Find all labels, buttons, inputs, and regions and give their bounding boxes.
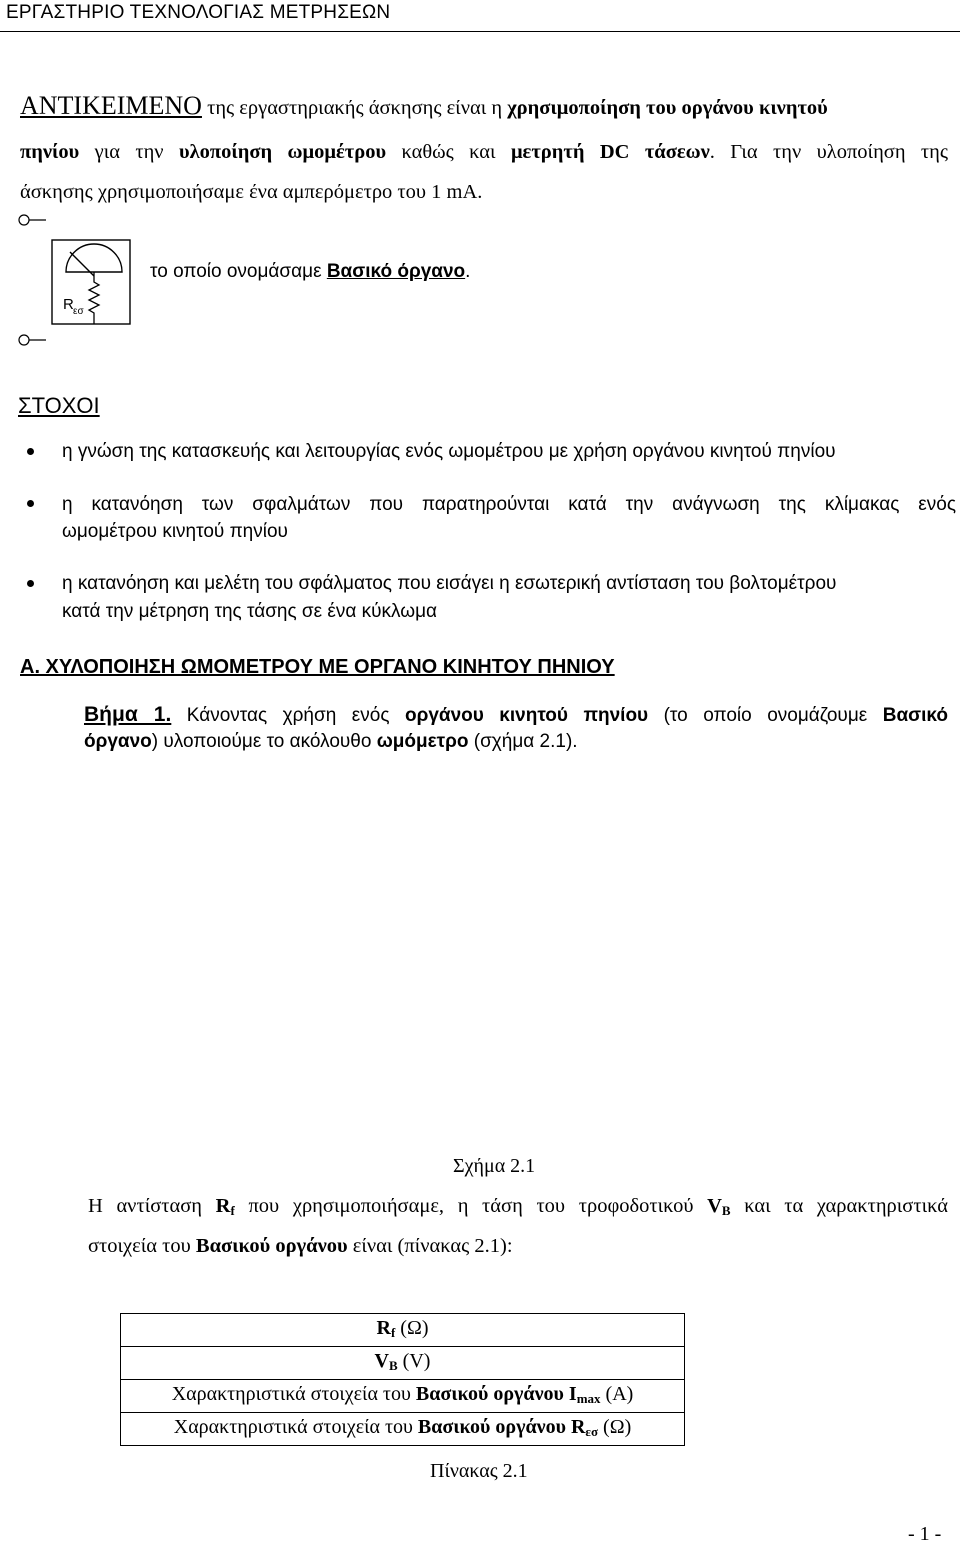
step1-label: Βήμα 1. [84,703,172,726]
figure-caption: Σχήμα 2.1 [453,1155,536,1177]
resistance-para-line-2: στοιχεία του Βασικού οργάνου είναι (πίνακας 2.1): [88,1235,513,1257]
table-row [121,1314,685,1347]
symbol-caption: το οποίο ονομάσαμε Βασικό όργανο. [150,261,471,282]
goals-heading: ΣΤΟΧΟΙ [18,393,100,418]
table-row [121,1347,685,1380]
table-row [121,1380,685,1413]
r-label-sub: εσ [73,306,84,317]
step1-line-1: Βήμα 1. Κάνοντας χρήση ενός οργάνου κινητού πηνίου (το οποίο ονομάζουμε Βασικό [84,703,948,726]
objective-line-3: άσκησης χρησιμοποιήσαμε ένα αμπερόμετρο του 1 mA. [20,181,483,203]
goal-item-3-line-2: κατά την μέτρηση της τάσης σε ένα κύκλωμα [62,601,438,622]
goal-item-3-line-1: η κατανόηση και μελέτη του σφάλματος που εισάγει η εσωτερική αντίσταση του βολτομέτρου [62,573,837,594]
objective-line-2: πηνίου για την υλοποίηση ωμομέτρου καθώς και μετρητή DC τάσεων. Για την υλοποίηση της [20,141,949,163]
table-cell-res: Χαρακτηριστικά στοιχεία του Βασικού οργάνου $R_{\varepsilon\sigma}$ (Ω) [121,1413,685,1446]
resistance-para-line-1: Η αντίσταση $R_f$ που χρησιμοποιήσαμε, η τάση του τροφοδοτικού $V_B$ και τα χαρακτηριστικά [88,1195,948,1218]
table-cell-imax: Χαρακτηριστικά στοιχεία του Βασικού οργάνου $I_{max}$ (A) [121,1380,685,1413]
r-label: R [63,296,74,313]
bullet-dot [27,580,34,587]
goal-item-2-line-1: η κατανόηση των σφαλμάτων που παρατηρούνται κατά την ανάγνωση της κλίμακας ενός [62,494,956,515]
basic-instrument-symbol [14,212,144,348]
header-rule [0,31,960,32]
section-a-title: Α. ΧΥΛΟΠΟΙΗΣΗ ΩΜΟΜΕΤΡΟΥ ΜΕ ΟΡΓΑΝΟ ΚΙΝΗΤΟΥ ΠΗΝΙΟΥ [20,656,615,678]
objective-line-1: ΑΝΤΙΚΕΙΜΕΝΟ της εργαστηριακής άσκησης είναι η χρησιμοποίηση του οργάνου κινητού [20,91,828,120]
step1-line-2: όργανο) υλοποιούμε το ακόλουθο ωμόμετρο (σχήμα 2.1). [84,731,578,752]
table-cell-vb: $V_B$ (V) [121,1347,685,1380]
table-cell-rf: $R_f$ (Ω) [121,1314,685,1347]
running-header [0,0,960,30]
bullet-dot [27,500,34,507]
objective-keyword: ΑΝΤΙΚΕΙΜΕΝΟ [20,91,202,120]
parameters-table [120,1313,685,1446]
page-number: - 1 - [908,1523,942,1545]
header-title: ΕΡΓΑΣΤΗΡΙΟ ΤΕΧΝΟΛΟΓΙΑΣ ΜΕΤΡΗΣΕΩΝ [6,2,391,23]
table-row [121,1413,685,1446]
goal-item-1: η γνώση της κατασκευής και λειτουργίας ενός ωμομέτρου με χρήση οργάνου κινητού πηνίου [62,441,836,462]
bullet-dot [27,448,34,455]
table-caption: Πίνακας 2.1 [430,1460,528,1482]
goal-item-2-line-2: ωμομέτρου κινητού πηνίου [62,521,288,542]
